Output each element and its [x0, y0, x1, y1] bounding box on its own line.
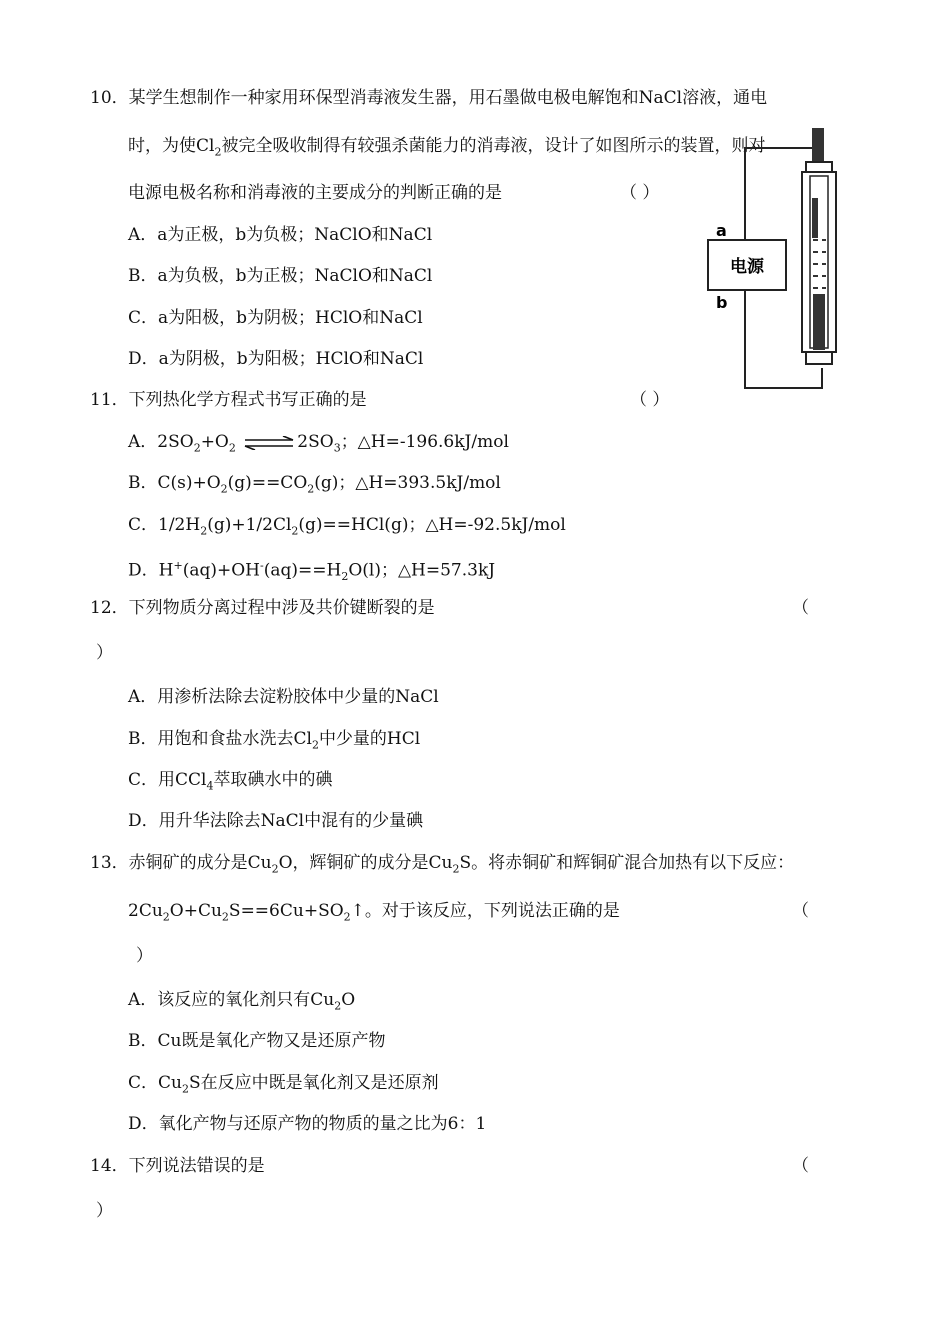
q10-line-2-sub: 2 [214, 145, 222, 159]
text-part: (g)==HCl(g)；△H=-92.5kJ/mol [298, 515, 566, 535]
q10-option-a: A．a为正极，b为负极；NaClO和NaCl [128, 225, 433, 245]
q11-answer-paren: （ ） [630, 390, 670, 410]
text-part: 2SO [297, 432, 334, 452]
q12-option-a: A．用渗析法除去淀粉胶体中少量的NaCl [128, 687, 439, 707]
text-part: ；△H=-196.6kJ/mol [340, 432, 509, 452]
subscript: 2 [220, 482, 228, 496]
q10-option-b: B．a为负极，b为正极；NaClO和NaCl [128, 266, 433, 286]
text-part: B．用饱和食盐水洗去Cl [128, 729, 312, 749]
q13-option-a [128, 988, 355, 1018]
subscript: 2 [307, 482, 315, 496]
text-part: ↑。对于该反应，下列说法正确的是 [350, 901, 620, 921]
subscript: 2 [343, 910, 351, 924]
subscript: 2 [200, 524, 208, 538]
text-part: 13．赤铜矿的成分是Cu [90, 853, 272, 873]
q10-line-1: 10．某学生想制作一种家用环保型消毒液发生器，用石墨做电极电解饱和NaCl溶液，通电 [90, 88, 768, 108]
text-part: (g)+1/2Cl [207, 515, 292, 535]
bottom-electrode [813, 294, 825, 350]
q13-option-c [128, 1071, 439, 1101]
q13-line-1 [90, 851, 794, 881]
subscript: 2 [341, 570, 349, 584]
text-part: (g)==CO [227, 473, 308, 493]
text-part: O，辉铜矿的成分是Cu [278, 853, 453, 873]
text-part: C．用CCl [128, 770, 207, 790]
q13-option-d: D．氧化产物与还原产物的物质的量之比为6：1 [128, 1114, 487, 1134]
q12-paren-open: （ [792, 598, 809, 618]
text-part: D．H [128, 560, 174, 581]
subscript: 2 [311, 738, 319, 752]
superscript: + [173, 559, 183, 572]
subscript: 2 [271, 862, 279, 876]
q13-line-2 [128, 899, 620, 929]
text-part: A．该反应的氧化剂只有Cu [128, 990, 335, 1010]
text-part: O+Cu [169, 901, 222, 921]
q10-option-c: C．a为阳极，b为阴极；HClO和NaCl [128, 308, 423, 328]
power-supply-label: 电源 [730, 257, 764, 277]
q11-option-d [128, 554, 495, 589]
q12-option-d: D．用升华法除去NaCl中混有的少量碘 [128, 811, 424, 831]
text-part: C．1/2H [128, 515, 201, 535]
text-part: 萃取碘水中的碘 [213, 770, 333, 790]
electrolysis-apparatus-figure [700, 128, 880, 398]
text-part: (aq)+OH [182, 560, 260, 581]
text-part: S==6Cu+SO [228, 901, 344, 921]
subscript: 2 [452, 862, 460, 876]
q11-stem: 11．下列热化学方程式书写正确的是 [90, 390, 367, 410]
q12-paren-close: ） [96, 643, 113, 663]
q10-line-3: 电源电极名称和消毒液的主要成分的判断正确的是 [128, 183, 502, 203]
text-part: O [341, 990, 356, 1010]
q11-option-c [128, 513, 566, 543]
q11-option-a [128, 430, 509, 460]
q10-line-2 [128, 134, 765, 164]
q12-option-b [128, 727, 420, 757]
q13-paren-open: （ [792, 901, 809, 921]
q10-line-2-part: 被完全吸收制得有较强杀菌能力的消毒液，设计了如图所示的装置，则对 [221, 136, 766, 156]
text-part: (aq)==H [263, 560, 342, 581]
q12-option-c [128, 768, 332, 798]
text-part: +O [200, 432, 229, 452]
text-part: 中少量的HCl [318, 729, 421, 749]
text-part: S在反应中既是氧化剂又是还原剂 [188, 1073, 439, 1093]
text-part: B．C(s)+O [128, 473, 221, 493]
subscript: 4 [206, 779, 214, 793]
text-part: C．Cu [128, 1073, 182, 1093]
q10-answer-paren: （ ） [620, 183, 660, 203]
subscript: 2 [181, 1082, 189, 1096]
electrode-label-b: b [716, 293, 728, 312]
electrode-label-a: a [716, 221, 727, 240]
superscript: - [259, 559, 264, 572]
subscript: 2 [162, 910, 170, 924]
q12-stem: 12．下列物质分离过程中涉及共价键断裂的是 [90, 598, 435, 618]
text-part: (g)；△H=393.5kJ/mol [314, 473, 501, 493]
reversible-arrow-icon [243, 436, 295, 450]
q13-option-b: B．Cu既是氧化产物又是还原产物 [128, 1031, 386, 1051]
subscript: 2 [193, 441, 201, 455]
q13-paren-close: ） [136, 946, 153, 966]
subscript: 2 [228, 441, 236, 455]
q11-option-b [128, 471, 501, 501]
text-part: 2Cu [128, 901, 163, 921]
q10-line-2-part: 时，为使Cl [128, 136, 215, 156]
q10-option-d: D．a为阴极，b为阳极；HClO和NaCl [128, 349, 424, 369]
q14-stem: 14．下列说法错误的是 [90, 1156, 265, 1176]
subscript: 2 [291, 524, 299, 538]
subscript: 3 [333, 441, 341, 455]
text-part: S。将赤铜矿和辉铜矿混合加热有以下反应： [459, 853, 795, 873]
q14-paren-close: ） [96, 1201, 113, 1221]
text-part: O(l)；△H=57.3kJ [348, 560, 496, 581]
subscript: 2 [334, 999, 342, 1013]
q14-paren-open: （ [792, 1156, 809, 1176]
text-part: A．2SO [128, 432, 194, 452]
subscript: 2 [221, 910, 229, 924]
